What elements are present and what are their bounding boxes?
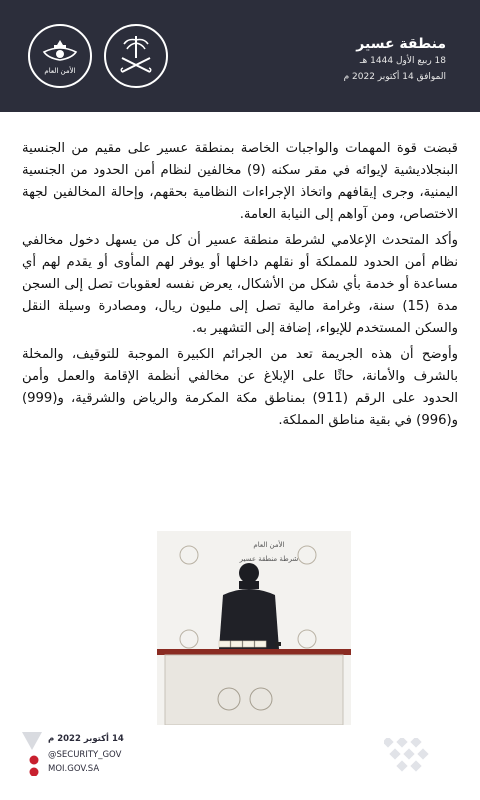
eagle-icon xyxy=(32,28,88,84)
public-security-logo xyxy=(28,24,92,88)
palm-swords-icon xyxy=(108,28,164,84)
decorative-pattern xyxy=(384,738,444,778)
paragraph-1: قبضت قوة المهمات والواجبات الخاصة بمنطقة عسير على مقيم من الجنسية البنجلاديشية لإيوائه في مقر سكنه (9) مخالفين لنظام أمن الحدود من الجنسية اليمنية، وجرى إيقافهم واتخاذ الإجراءات النظامية بحقهم، وإحالة المخالفين لجهة الاختصاص، ومن آواهم إلى النيابة العامة. xyxy=(22,141,458,222)
website-link[interactable]: MOI.GOV.SA xyxy=(48,764,100,774)
check-shape-icon xyxy=(22,732,42,750)
photo-banner-line1: الأمن العام xyxy=(253,541,285,549)
news-body xyxy=(22,138,458,436)
web-icon xyxy=(30,768,39,777)
paragraph-2: وأكد المتحدث الإعلامي لشرطة منطقة عسير أن كل من يسهل دخول مخالفي نظام أمن الحدود للمملكة أو نقلهم داخلها أو يوفر لهم المأوى أو يقدم لهم أي مساعدة أو خدمة بأي شكل من الأشكال، يعرض نفسه لعقوبات تصل إلى السجن مدة (15) سنة، وغرامة مالية تصل إلى مليون ريال، ومصادرة وسيلة النقل والسكن المستخدم للإيواء، إضافة إلى التشهير به. xyxy=(22,233,458,336)
header-bar xyxy=(0,0,480,112)
footer-social-icons xyxy=(20,730,48,776)
twitter-icon xyxy=(30,756,39,765)
paragraph-3: وأوضح أن هذه الجريمة تعد من الجرائم الكبيرة الموجبة للتوقيف، والمخلة بالشرف والأمانة، حاثًا على الإبلاغ عن مخالفي أنظمة الإقامة والعمل وأمن الحدود على الرقم (911) بمناطق مكة المكرمة والرياض والشرقية، و(999) و(996) في بقية مناطق المملكة. xyxy=(22,347,458,428)
news-photo xyxy=(157,531,351,725)
gregorian-date: الموافق 14 أكتوبر 2022 م xyxy=(343,72,446,82)
photo-banner-line2: شرطة منطقة عسير xyxy=(239,555,299,563)
saudi-emblem xyxy=(104,24,168,88)
region-title: منطقة عسير xyxy=(356,36,446,52)
arrest-scene-image xyxy=(157,531,351,725)
footer-date: 14 أكتوبر 2022 م xyxy=(48,734,124,744)
logo-text: الأمن العام xyxy=(44,67,76,75)
twitter-handle-link[interactable]: @SECURITY_GOV xyxy=(48,750,122,760)
hijri-date: 18 ربيع الأول 1444 هـ xyxy=(359,56,446,66)
